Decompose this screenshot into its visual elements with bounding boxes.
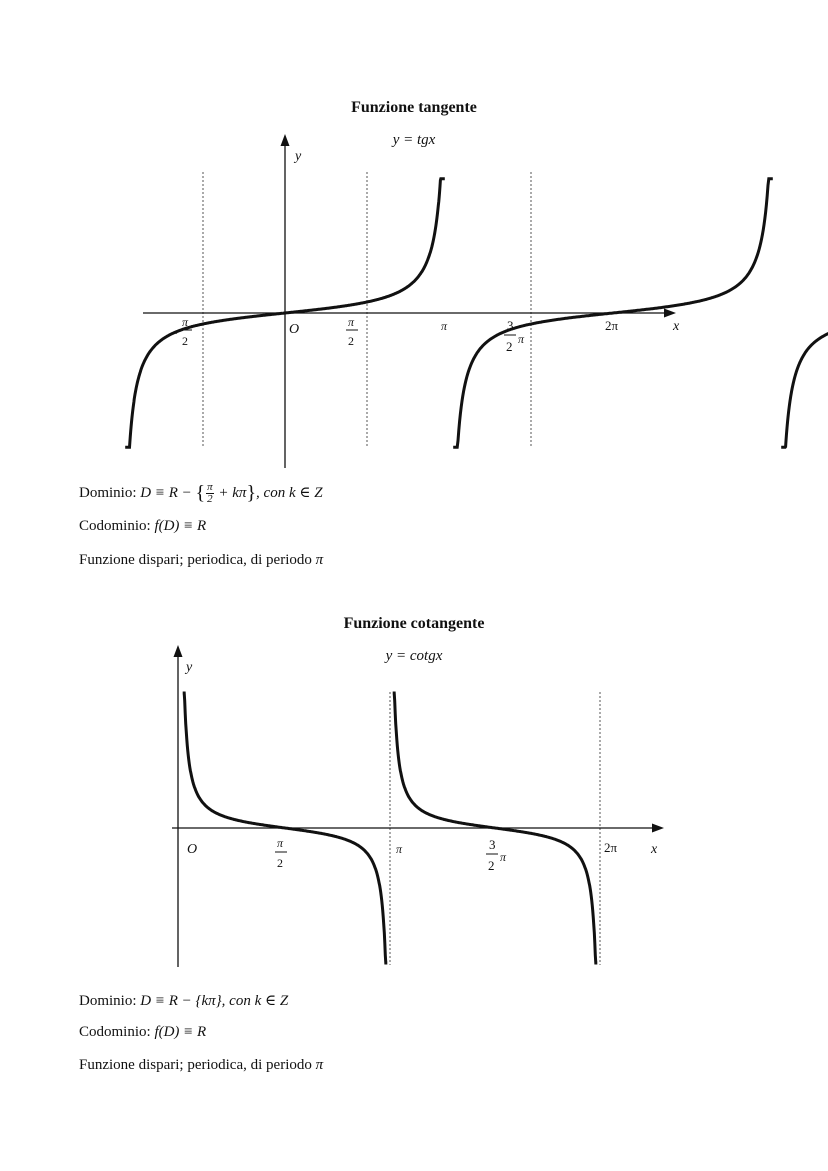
tangent-branch-1: [125, 313, 283, 447]
domain-label: Dominio:: [79, 484, 141, 501]
tick-neg-sign: −: [170, 327, 178, 342]
tan-origin-label: O: [289, 322, 300, 337]
x-axis-arrow: [652, 824, 664, 833]
codomain-label: Codominio:: [79, 1024, 155, 1040]
domain-frac-den: 2: [207, 493, 213, 505]
cot-tick-two-pi: 2π: [604, 840, 618, 855]
tangent-branch-2: [283, 179, 445, 313]
cotangent-property: [79, 1057, 323, 1074]
property-period: π: [315, 1057, 324, 1073]
cotangent-codomain: [79, 1024, 206, 1041]
property-period: π: [315, 552, 324, 568]
domain-expr-start: D ≡ R −: [140, 484, 196, 501]
tick-neg-half-pi-den: 2: [182, 334, 188, 348]
tangent-codomain: [79, 518, 206, 535]
cot-x-label: x: [651, 842, 658, 857]
cot-tick-pi: π: [396, 842, 403, 856]
y-axis-arrow: [281, 134, 290, 146]
tick-three-num: 3: [507, 318, 514, 333]
codomain-expr: f(D) ≡ R: [154, 518, 207, 534]
property-text: Funzione dispari; periodica, di periodo: [79, 1057, 316, 1073]
tick-half-pi-num: π: [348, 315, 355, 329]
tan-y-label: y: [295, 149, 302, 164]
cot-y-label: y: [186, 660, 193, 675]
cotangent-graph: [0, 620, 828, 1020]
cot-tick-half-pi-den: 2: [277, 856, 283, 870]
property-text: Funzione dispari; periodica, di periodo: [79, 552, 316, 568]
tan-x-label: x: [673, 319, 680, 334]
domain-frac-num: π: [207, 481, 213, 493]
cotangent-domain: [79, 991, 288, 1010]
cotangent-formula: y = cotgx: [385, 648, 443, 664]
cot-origin-label: O: [187, 842, 198, 857]
cot-tick-half-pi-num: π: [277, 836, 284, 850]
tangent-domain: Dominio: D ≡ R − { $\frac{\pi}{2}$ + kπ}, con k ∈ Z: [79, 481, 323, 505]
tick-neg-half-pi-num: π: [182, 315, 189, 329]
codomain-label: Codominio:: [79, 518, 155, 534]
tick-three-pi: π: [518, 332, 525, 346]
domain-expr-end: , con k ∈ Z: [256, 484, 323, 501]
tangent-formula: y = tgx: [392, 132, 436, 148]
x-axis-arrow: [664, 309, 676, 318]
cotangent-title: Funzione cotangente: [343, 615, 485, 632]
cot-tick-three-pi: π: [500, 850, 507, 864]
domain-expr-mid: + kπ: [214, 484, 247, 501]
tangent-property: [79, 552, 323, 569]
tick-pi: π: [441, 319, 448, 333]
tick-three-den: 2: [506, 339, 513, 354]
domain-label: Dominio:: [79, 993, 141, 1009]
tangent-graph: [0, 0, 828, 480]
tangent-title: Funzione tangente: [351, 99, 477, 116]
tick-half-pi-den: 2: [348, 334, 354, 348]
domain-expr: D ≡ R − {kπ}, con k ∈ Z: [140, 993, 289, 1009]
cot-tick-three-den: 2: [488, 858, 495, 873]
codomain-expr: f(D) ≡ R: [154, 1024, 207, 1040]
y-axis-arrow: [174, 645, 183, 657]
cot-tick-three-num: 3: [489, 837, 496, 852]
tick-two-pi: 2π: [605, 318, 619, 333]
tangent-branch-4: [781, 313, 828, 447]
